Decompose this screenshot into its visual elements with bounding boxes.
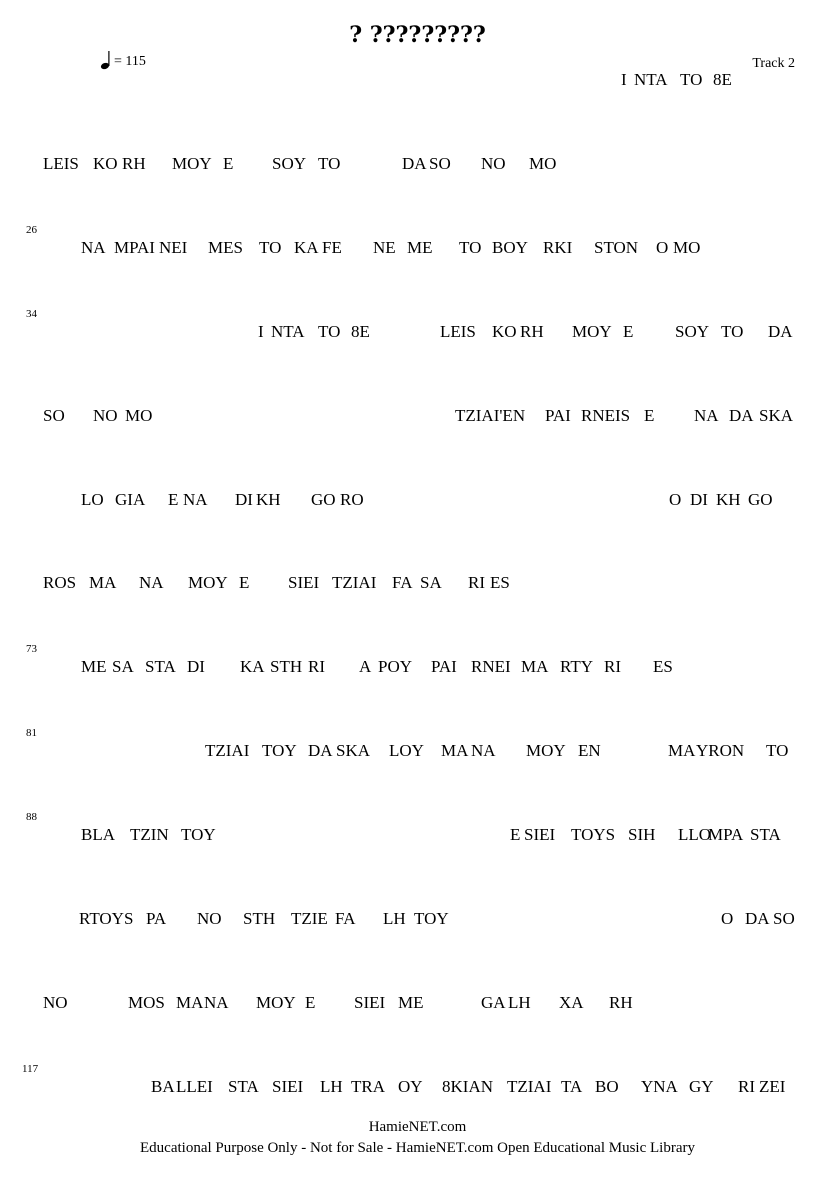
lyric-syllable: NO [43,993,68,1012]
lyric-syllable: TO [721,322,744,341]
lyric-syllable: RH [520,322,544,341]
lyric-syllable: TZIE [291,909,328,928]
lyric-syllable: PAI [545,406,571,425]
lyric-system [0,643,835,677]
track-label: Track 2 [752,56,795,71]
lyric-system [0,308,835,342]
measure-number: 26 [26,224,37,236]
lyric-syllable: LEIS [43,154,79,173]
lyric-syllable: YRON [696,741,745,760]
lyric-system [0,224,835,258]
lyric-system [0,154,835,174]
lyric-syllable: DI [187,657,205,676]
lyric-syllable: STH [270,657,303,676]
lyric-system [0,909,835,929]
lyric-syllable: 8E [351,322,370,341]
lyric-syllable: TO [259,238,282,257]
lyric-syllable: A [359,657,372,676]
lyric-syllable: TZIN [130,825,169,844]
lyric-syllable: LH [383,909,406,928]
lyric-syllable: MPA [708,825,744,844]
lyric-syllable: RKI [543,238,573,257]
lyric-syllable: STON [594,238,639,257]
lyric-syllable: DA [308,741,333,760]
lyric-syllable: TA [561,1077,583,1096]
lyric-syllable: STA [145,657,176,676]
lyric-syllable: DA [745,909,770,928]
lyric-syllable: KH [256,490,281,509]
lyric-syllable: KO [93,154,118,173]
lyric-syllable: SOY [675,322,710,341]
lyric-syllable: EN [578,741,601,760]
lyric-syllable: LO [81,490,104,509]
lyric-syllable: MA [176,993,204,1012]
lyric-syllable: TZIAI [332,573,377,592]
lyric-syllable: LH [508,993,531,1012]
lyric-syllable: NA [139,573,164,592]
lyric-syllable: BLA [81,825,115,844]
lyric-system [0,490,835,510]
lyric-syllable: MO [125,406,153,425]
lyric-syllable: E [239,573,250,592]
lyric-syllable: MO [529,154,557,173]
measure-number: 34 [26,308,37,320]
lyric-syllable: MA [441,741,469,760]
lyric-syllable: NO [481,154,506,173]
footer-notice: Educational Purpose Only - Not for Sale - HamieNET.com Open Educational Music Library [140,1140,695,1156]
lyric-syllable: DI [235,490,253,509]
lyric-system [0,811,835,845]
lyric-syllable: ZEI [759,1077,786,1096]
lyric-syllable: KA [240,657,265,676]
lyric-syllable: NE [373,238,396,257]
lyric-syllable: GO [748,490,773,509]
lyric-syllable: MO [673,238,701,257]
lyric-syllable: NA [183,490,208,509]
lyric-syllable: RI [308,657,325,676]
score-title: ? ????????? [349,22,486,48]
lyric-syllable: TO [766,741,789,760]
tempo-value: = 115 [114,54,146,69]
lyric-syllable: GY [689,1077,714,1096]
measure-number: 73 [26,643,37,655]
lyric-syllable: RI [468,573,485,592]
lyric-syllable: E [223,154,234,173]
lyric-syllable: TO [318,322,341,341]
lyric-syllable: ROS [43,573,77,592]
lyric-syllable: SIEI [272,1077,304,1096]
lyric-syllable: I [258,322,264,341]
lyric-syllable: SKA [759,406,794,425]
lyric-system [0,727,835,761]
lyric-syllable: TOY [181,825,216,844]
lyric-syllable: MOY [256,993,296,1012]
lyric-syllable: BOY [492,238,528,257]
lyric-syllable: STA [750,825,781,844]
lyric-syllable: LLEI [176,1077,213,1096]
lyric-syllable: NA [471,741,496,760]
lyric-syllable: 8E [713,70,732,89]
lyric-syllable: NA [81,238,106,257]
lyric-syllable: BA [151,1077,175,1096]
footer-site: HamieNET.com [368,1119,467,1135]
lyric-syllable: LH [320,1077,343,1096]
lyric-syllable: LLO [678,825,712,844]
lyric-syllable: STH [243,909,276,928]
lyric-syllable: YNA [641,1077,678,1096]
lyric-syllable: POY [378,657,413,676]
lyric-syllable: MA [521,657,549,676]
lyric-syllable: LOY [389,741,424,760]
lyric-syllable: RI [738,1077,755,1096]
lyric-syllable: GIA [115,490,146,509]
lyric-syllable: DA [768,322,793,341]
lyric-syllable: FE [322,238,342,257]
lyric-syllable: SIEI [288,573,320,592]
lyric-syllable: XA [559,993,584,1012]
lyric-syllable: O [669,490,682,509]
lyric-syllable: ES [653,657,673,676]
lyric-syllable: RI [604,657,621,676]
lyric-syllable: SA [112,657,134,676]
lyric-syllable: KO [492,322,517,341]
lyric-syllable: MPAI [114,238,155,257]
lyric-system [0,993,835,1013]
lyric-syllable: NA [694,406,719,425]
lyric-syllable: KA [294,238,319,257]
lyric-syllable: RNEIS [581,406,631,425]
measure-number: 88 [26,811,37,823]
lyric-syllable: SIEI [524,825,556,844]
lyric-syllable: DI [690,490,708,509]
lyric-syllable: DA [402,154,427,173]
lyric-system [0,573,835,593]
lyric-syllable: SO [429,154,451,173]
lyric-syllable: MOY [572,322,612,341]
lyric-syllable: GA [481,993,506,1012]
lyric-syllable: FA [335,909,356,928]
lyric-syllable: RH [609,993,633,1012]
lyric-syllable: MES [208,238,243,257]
lyric-syllable: TZIAI [507,1077,552,1096]
lyric-syllable: TZIAI'EN [455,406,526,425]
lyric-syllable: TO [318,154,341,173]
lyric-syllable: SOY [272,154,307,173]
lyric-syllable: ME [81,657,107,676]
lyric-syllable: NA [204,993,229,1012]
lyric-syllable: GO [311,490,336,509]
lyric-syllable: DA [729,406,754,425]
lyric-syllable: NEI [159,238,188,257]
lyric-syllable: E [644,406,655,425]
lyric-syllable: SA [420,573,442,592]
lyric-syllable: MOS [128,993,165,1012]
measure-number: 117 [22,1063,39,1075]
lyric-syllable: NTA [271,322,305,341]
lyric-syllable: E [168,490,179,509]
tempo-marking [100,50,146,70]
lyric-syllable: SO [773,909,795,928]
lyric-syllable: O [721,909,734,928]
lyric-syllable: MOY [188,573,228,592]
lyric-syllable: STA [228,1077,259,1096]
measure-number: 81 [26,727,37,739]
lyric-syllable: TO [459,238,482,257]
lyric-syllable: MA [89,573,117,592]
lyric-syllable: RNEI [471,657,511,676]
lyric-syllable: 8KIAN [442,1077,493,1096]
lyric-syllable: TOYS [571,825,616,844]
lyric-syllable: E [510,825,521,844]
lyric-syllable: TO [680,70,703,89]
lyric-syllable: TOY [262,741,297,760]
lyric-syllable: NO [197,909,222,928]
lyric-syllable: ME [398,993,424,1012]
lyric-syllable: SIEI [354,993,386,1012]
lyric-syllable: RTOYS [79,909,134,928]
lyric-system [0,406,835,426]
lyric-syllable: TOY [414,909,449,928]
lyric-syllable: TZIAI [205,741,250,760]
lyric-syllable: PA [146,909,167,928]
lyric-syllable: SO [43,406,65,425]
lyric-syllable: RO [340,490,364,509]
lyric-syllable: I [621,70,627,89]
lyric-syllable: BO [595,1077,619,1096]
lyric-syllable: LEIS [440,322,476,341]
lyric-syllable: MOY [526,741,566,760]
lyric-syllable: FA [392,573,413,592]
lyric-syllable: ME [407,238,433,257]
lyric-syllable: SKA [336,741,371,760]
lyric-syllable: SIH [628,825,656,844]
lyric-syllable: E [305,993,316,1012]
lyric-syllable: NTA [634,70,668,89]
lyric-syllable: NO [93,406,118,425]
lyric-syllable: E [623,322,634,341]
lyric-syllable: KH [716,490,741,509]
lyric-syllable: RTY [560,657,593,676]
lyric-syllable: O [656,238,669,257]
lyric-syllable: OY [398,1077,423,1096]
lyric-system [0,1063,835,1097]
lyric-syllable: ES [490,573,510,592]
lyric-system [0,70,835,90]
lyric-syllable: MA [668,741,696,760]
lyric-syllable: TRA [351,1077,385,1096]
lyric-syllable: MOY [172,154,212,173]
lyric-syllable: PAI [431,657,457,676]
quarter-note-icon [100,50,112,70]
lyric-syllable: RH [122,154,146,173]
